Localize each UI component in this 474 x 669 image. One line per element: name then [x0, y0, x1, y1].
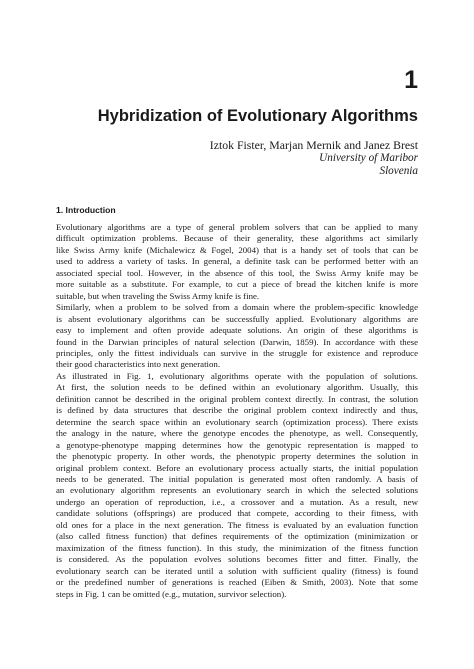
text-line: (also called fitness function) that defines requirements of the optimization (minimization or	[56, 531, 418, 542]
text-line: their good characteristics into next generation.	[56, 359, 221, 370]
text-line: a genotype-phenotype mapping determines how the genotypic representation is mapped to	[56, 439, 418, 450]
affiliation-country: Slovenia	[379, 164, 418, 177]
text-line: evolutionary search can be iterated until a solution with sufficient quality (fitness) is found	[56, 565, 418, 576]
paragraph	[56, 222, 418, 302]
text-line: or the predefined number of generations is reached (Eiben & Smith, 2003). Note that some	[56, 577, 418, 588]
paragraph	[56, 302, 418, 371]
text-line: found in the Darwian principles of natural selection (Darwin, 1859). In accordance with these	[56, 336, 418, 347]
text-line: As illustrated in Fig. 1, evolutionary algorithms operate with the population of solutions.	[56, 370, 418, 381]
text-line: is defined by data structures that describe the original problem context indirectly and thus,	[56, 405, 418, 416]
author-block	[210, 138, 418, 177]
text-line: principles, only the fittest individuals can survive in the struggle for existence and reproduce	[56, 347, 418, 358]
text-line: candidate solutions (offsprings) are produced that compete, according to their fitness, with	[56, 508, 418, 519]
text-line: the phenotypic property. In other words, the phenotypic property determines the solution in	[56, 451, 418, 462]
text-line: is absent evolutionary algorithms can be successfully applied. Evolutionary algorithms are	[56, 313, 418, 324]
chapter-number: 1	[404, 66, 418, 94]
text-line: Similarly, when a problem to be solved from a domain where the problem-specific knowledge	[56, 302, 418, 313]
text-line: associated special tool. However, in the absence of this tool, the Swiss Army knife may be	[56, 267, 418, 278]
text-line: steps in Fig. 1 can be omitted (e.g., mutation, survivor selection).	[56, 588, 287, 599]
text-line: more suitable as a substitute. For example, to cut a piece of bread the kitchen knife is more	[56, 279, 418, 290]
paragraph	[56, 371, 418, 600]
chapter-title: Hybridization of Evolutionary Algorithms	[97, 107, 418, 125]
text-line: original problem context. Before an evolutionary process actually starts, the initial population	[56, 462, 418, 473]
body-text	[56, 222, 418, 600]
text-line: like Swiss Army knife (Michalewicz & Fogel, 2004) that is a handy set of tools that can be	[56, 244, 418, 255]
text-line: At first, the solution needs to be defined within an evolutionary algorithm. Usually, this	[56, 382, 418, 393]
author-names: Iztok Fister, Marjan Mernik and Janez Brest	[209, 138, 418, 152]
text-line: undergo an operation of reproduction, i.e., a crossover and a mutation. As a result, new	[56, 496, 418, 507]
text-line: old ones for a place in the next generation. The fitness is evaluated by an evaluation function	[56, 519, 418, 530]
text-line: determine the search space within an evolutionary search (optimization process). There exists	[56, 416, 418, 427]
text-line: suitable, but when traveling the Swiss Army knife is fine.	[56, 290, 260, 301]
text-line: difficult optimization problems. Because of their generality, these algorithms act similarly	[56, 233, 418, 244]
text-line: Evolutionary algorithms are a type of general problem solvers that can be applied to many	[56, 222, 418, 232]
text-line: the analogy in the nature, where the genotype encodes the phenotype, as well. Consequently,	[56, 428, 418, 439]
text-line: used to address a variety of tasks. In general, a definite task can be performed better with an	[56, 256, 418, 267]
text-line: is considered. As the population evolves solutions becomes fitter and fitter. Finally, the	[56, 554, 418, 565]
text-line: needs to be generated. The initial population is generated most often randomly. A basis of	[56, 473, 418, 484]
text-line: easy to implement and often provide adequate solutions. An origin of these algorithms is	[56, 325, 418, 336]
text-line: an evolutionary algorithm represents an evolutionary search in which the selected solutions	[56, 485, 418, 496]
affiliation-university: University of Maribor	[319, 152, 418, 164]
text-line: definition cannot be described in the original problem context directly. In contrast, the solution	[56, 393, 418, 404]
text-line: maximization of the fitness function). In this study, the minimization of the fitness function	[56, 542, 418, 553]
section-heading: 1. Introduction	[56, 205, 116, 215]
